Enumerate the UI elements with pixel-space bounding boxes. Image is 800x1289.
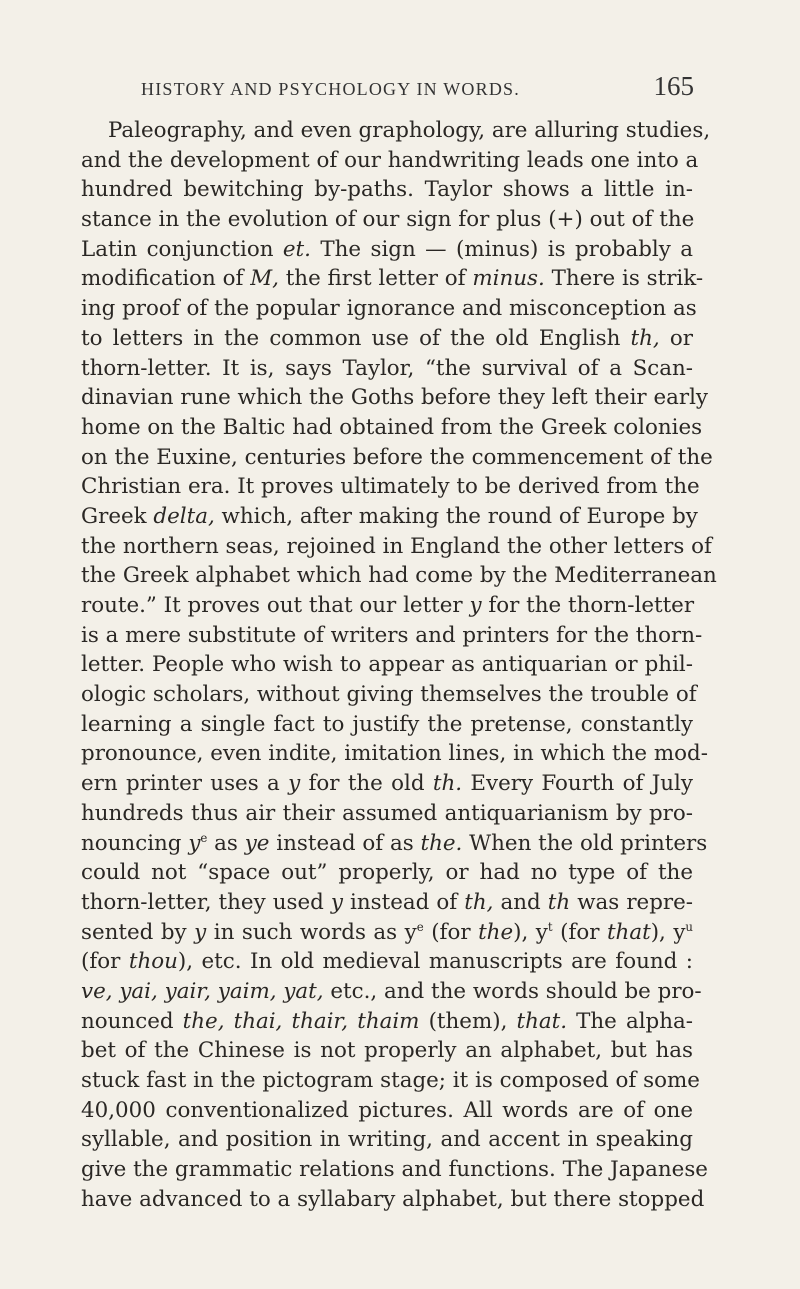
text-line: hundred bewitching by-paths. Taylor shows a little in- [81,177,693,203]
text-line: syllable, and position in writing, and accent in speaking [81,1127,693,1153]
text-line: Latin conjunction et. The sign — (minus) is probably a [81,236,693,262]
text-line: Christian era. It proves ultimately to be derived from the [81,474,700,500]
text-line: could not “space out” properly, or had no type of the [81,860,693,886]
text-line: to letters in the common use of the old English th, or [81,325,693,351]
text-line: thorn-letter. It is, says Taylor, “the survival of a Scan- [81,355,693,381]
text-line: on the Euxine, centuries before the commencement of the [81,444,713,470]
text-line: give the grammatic relations and functions. The Japanese [81,1157,708,1183]
text-line: route.” It proves out that our letter y for the thorn-letter [81,593,695,618]
text-line: learning a single fact to justify the pretense, constantly [81,711,693,737]
text-line: the northern seas, rejoined in England the other letters of [81,533,712,559]
text-line: ing proof of the popular ignorance and misconception as [81,296,697,322]
text-line: stuck fast in the pictogram stage; it is composed of some [81,1068,700,1093]
text-line: is a mere substitute of writers and printers for the thorn- [81,622,703,648]
text-line: ve, yai, yair, yaim, yat, etc., and the words should be pro- [81,978,702,1004]
text-line: and the development of our handwriting leads one into a [81,147,699,173]
text-line: dinavian rune which the Goths before they left their early [81,385,709,411]
text-line: thorn-letter, they used y instead of th, and th was repre- [81,889,694,915]
running-head: HISTORY AND PSYCHOLOGY IN WORDS. [141,79,520,99]
text-line: stance in the evolution of our sign for plus (+) out of the [81,207,695,233]
text-line: bet of the Chinese is not properly an alphabet, but has [81,1038,693,1064]
page-number: 165 [653,71,694,101]
text-line: hundreds thus air their assumed antiquarianism by pro- [81,800,693,826]
text-line: home on the Baltic had obtained from the Greek colonies [81,414,703,440]
body-paragraph [81,116,717,1214]
text-line: letter. People who wish to appear as antiquarian or phil- [81,652,693,678]
text-line: Greek delta, which, after making the round of Europe by [81,503,698,529]
page-header [141,71,694,111]
text-line: 40,000 conventionalized pictures. All words are of one [81,1097,693,1123]
text-line: nounced the, thai, thair, thaim (them), that. The alpha- [81,1008,693,1034]
text-line: ologic scholars, without giving themselves the trouble of [81,682,697,708]
text-line: (for thou), etc. In old medieval manuscripts are found : [81,949,694,975]
text-line: Paleography, and even graphology, are alluring studies, [108,118,711,143]
text-line: sented by y in such words as $y^e$ (for the), $y^t$ (for that), $y^u$ [81,919,693,945]
text-line: have advanced to a syllabary alphabet, but there stopped [81,1186,705,1212]
text-line: the Greek alphabet which had come by the Mediterranean [81,563,717,589]
text-line: modification of M, the first letter of minus. There is strik- [81,266,704,292]
text-line: pronounce, even indite, imitation lines, in which the mod- [81,741,708,767]
text-line: nouncing $y^e$ as ye instead of as the. When the old printers [81,830,708,856]
text-line: ern printer uses a y for the old th. Every Fourth of July [81,771,693,797]
